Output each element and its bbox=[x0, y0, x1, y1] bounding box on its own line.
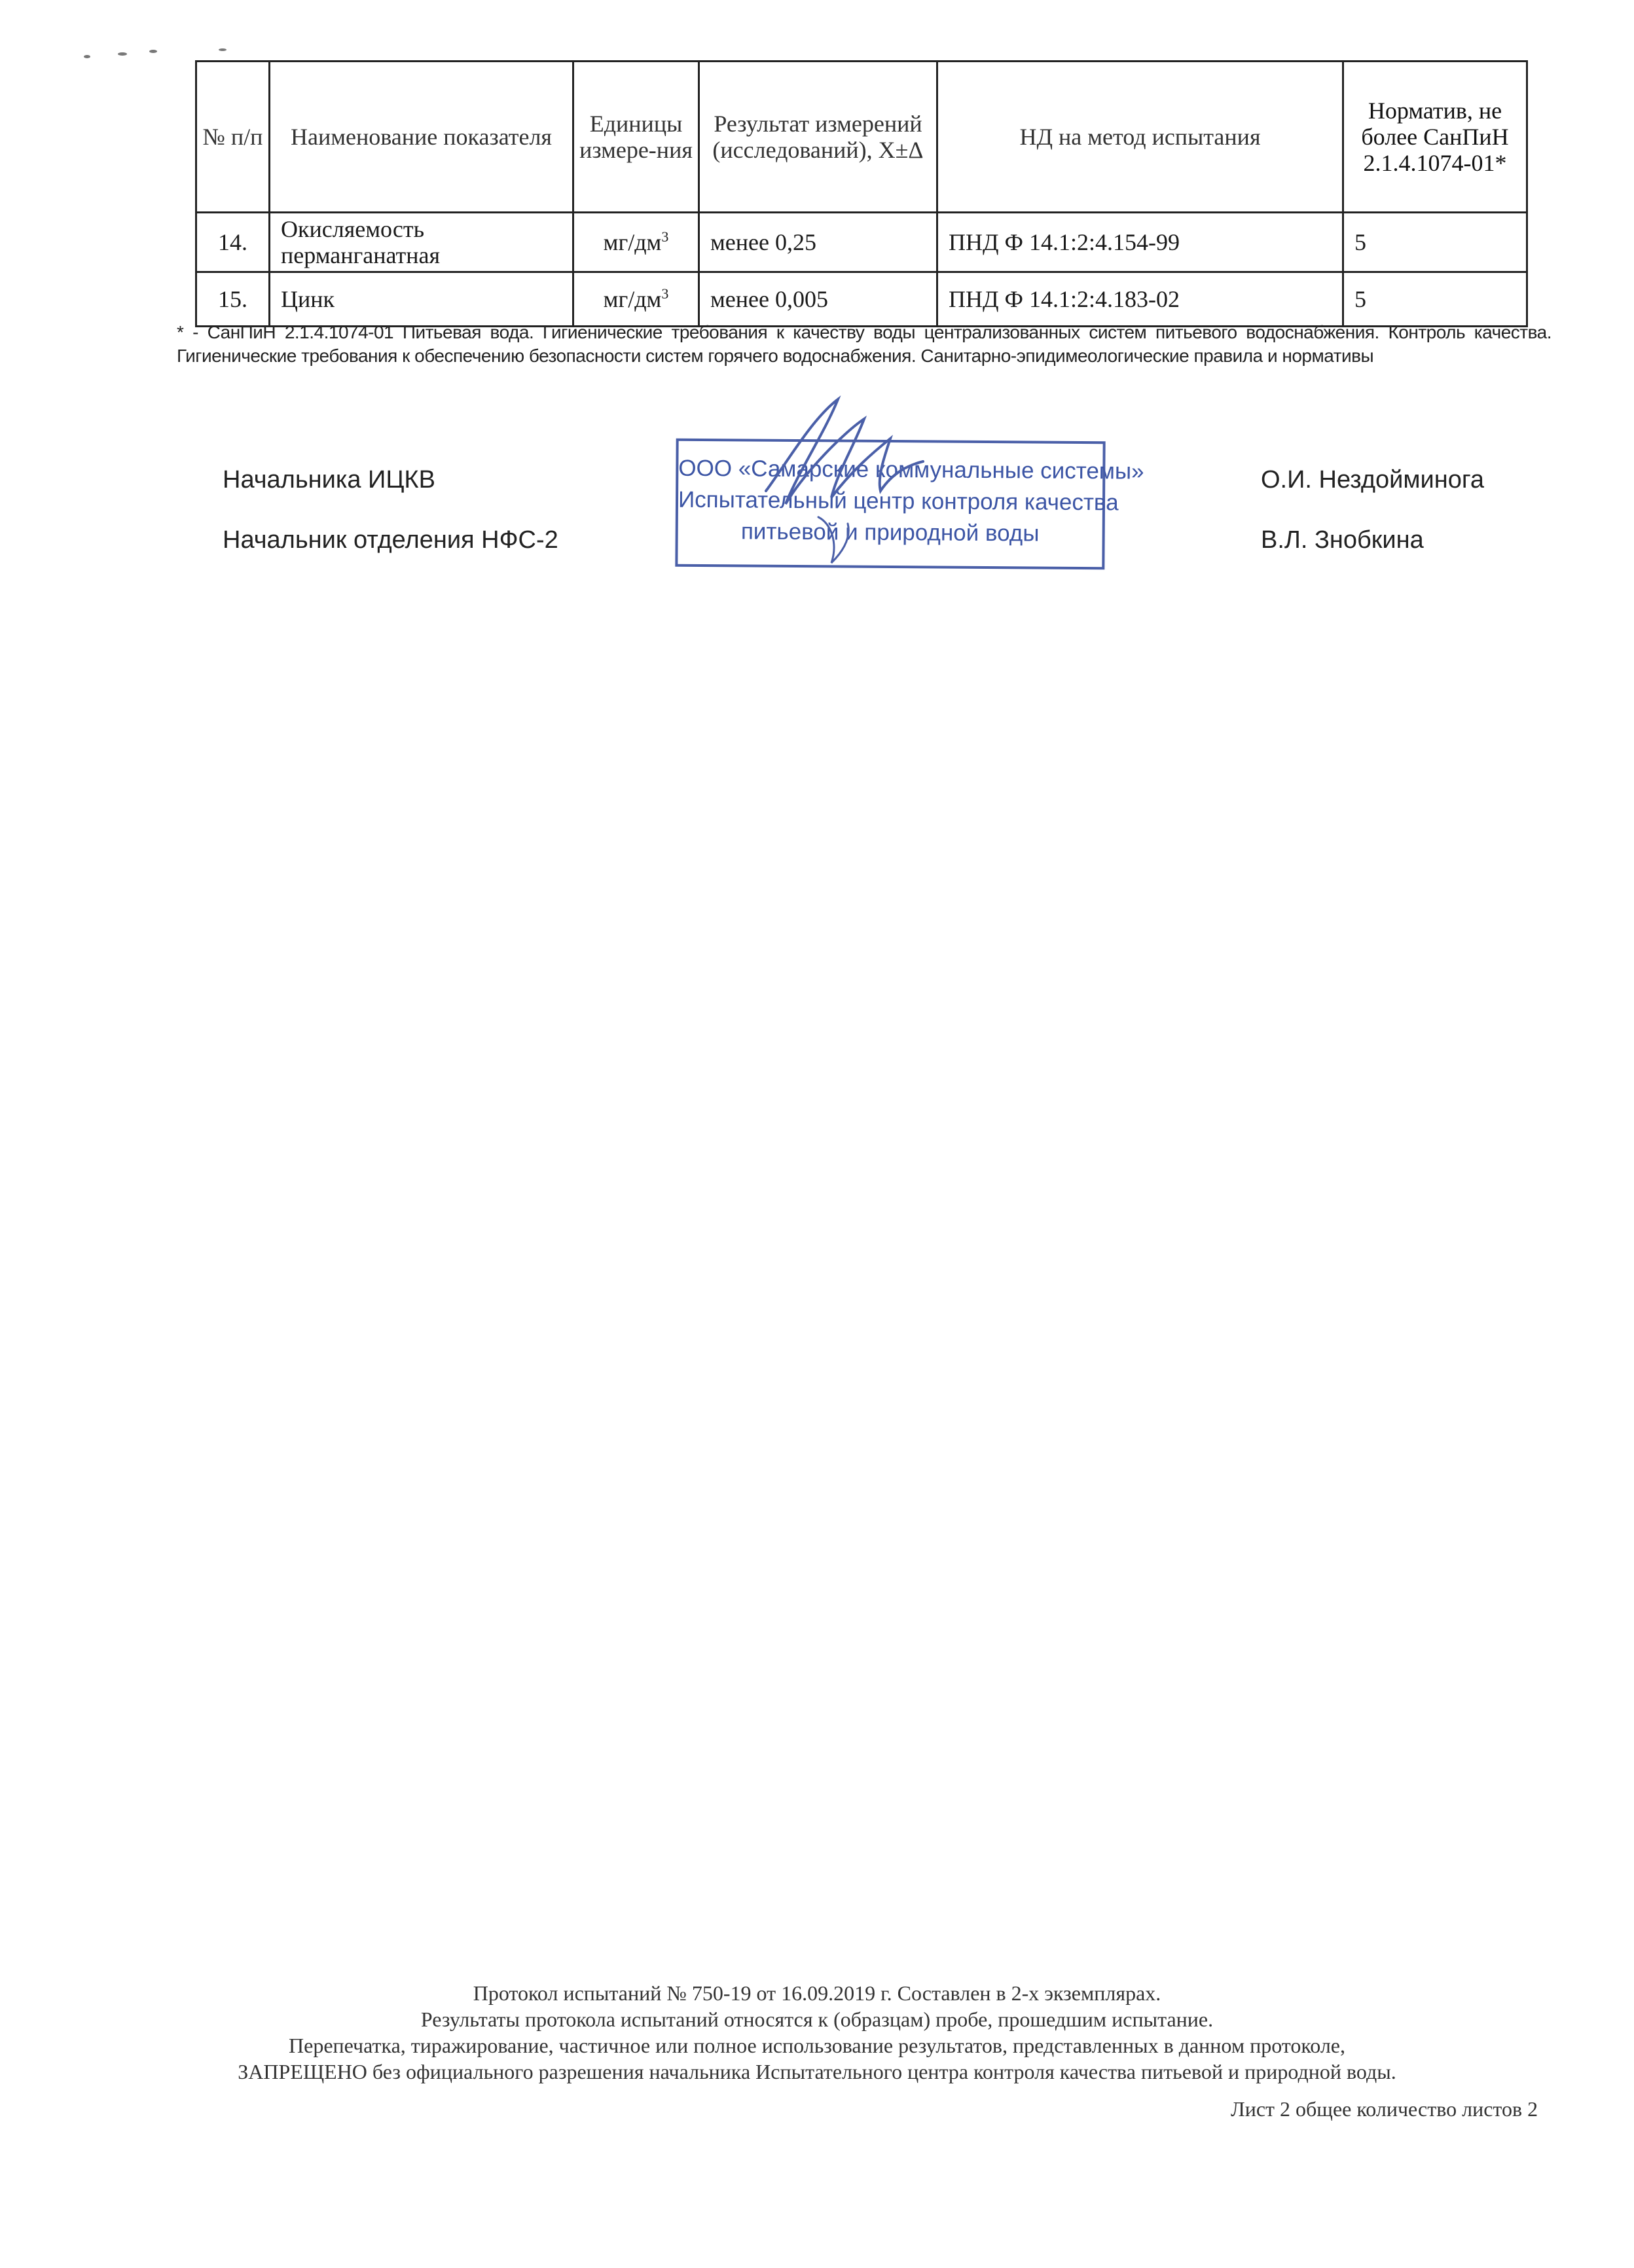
row-name: Окисляемость перманганатная bbox=[270, 213, 573, 272]
row-method: ПНД Ф 14.1:2:4.183-02 bbox=[937, 272, 1343, 327]
footer-line-4: ЗАПРЕЩЕНО без официального разрешения начальника Испытательного центра контроля качества питьевой и природной воды. bbox=[238, 2060, 1396, 2083]
stamp-line-2: Испытательный центр контроля качества bbox=[678, 486, 1119, 516]
header-result: Результат измерений (исследований), X±Δ bbox=[699, 62, 937, 213]
row-method: ПНД Ф 14.1:2:4.154-99 bbox=[937, 213, 1343, 272]
row-name: Цинк bbox=[270, 272, 573, 327]
row-number: 14. bbox=[196, 213, 270, 272]
footer-line-1: Протокол испытаний № 750-19 от 16.09.2019 г. Составлен в 2-х экземплярах. bbox=[473, 1981, 1161, 2005]
header-name: Наименование показателя bbox=[270, 62, 573, 213]
header-number: № п/п bbox=[196, 62, 270, 213]
table-row bbox=[196, 213, 1527, 272]
signatory-title-1: Начальника ИЦКВ bbox=[223, 466, 435, 494]
row-result: менее 0,25 bbox=[699, 213, 937, 272]
table-row bbox=[196, 272, 1527, 327]
scan-speck bbox=[219, 48, 227, 51]
scan-speck bbox=[118, 52, 127, 56]
table-header-row bbox=[196, 62, 1527, 213]
sheet-counter: Лист 2 общее количество листов 2 bbox=[1231, 2097, 1538, 2121]
footnote bbox=[177, 321, 1552, 368]
row-unit: $мг/дм^3$ bbox=[573, 272, 699, 327]
scan-speck bbox=[149, 50, 157, 53]
stamp-line-1: ООО «Самарские коммунальные системы» bbox=[678, 455, 1144, 484]
stamp-line-3: питьевой и природной воды bbox=[740, 518, 1040, 547]
header-unit: Единицы измере-ния bbox=[573, 62, 699, 213]
scan-speck bbox=[84, 55, 90, 58]
row-result: менее 0,005 bbox=[699, 272, 937, 327]
row-number: 15. bbox=[196, 272, 270, 327]
header-method: НД на метод испытания bbox=[937, 62, 1343, 213]
footnote-line-1: * - СанПиН 2.1.4.1074-01 Питьевая вода. Гигиенические требования к качеству воды централизованных систем питьевого водоснабжения. Контроль качества. bbox=[177, 322, 1552, 342]
signatory-title-2: Начальник отделения НФС-2 bbox=[223, 526, 558, 554]
footnote-line-2: Гигиенические требования к обеспечению безопасности систем горячего водоснабжения. Санитарно-эпидимеологические правила и нормативы bbox=[177, 346, 1374, 366]
handwritten-signature bbox=[740, 393, 936, 583]
signatory-name-1: О.И. Нездойминога bbox=[1261, 466, 1485, 494]
footer-line-2: Результаты протокола испытаний относятся к (образцам) пробе, прошедшим испытание. bbox=[420, 2007, 1214, 2031]
results-table bbox=[195, 60, 1528, 327]
header-norm: Норматив, не более СанПиН 2.1.4.1074-01* bbox=[1343, 62, 1527, 213]
signatory-name-2: В.Л. Знобкина bbox=[1261, 526, 1424, 554]
row-norm: 5 bbox=[1343, 272, 1527, 327]
row-unit: $мг/дм^3$ bbox=[573, 213, 699, 272]
footer-line-3: Перепечатка, тиражирование, частичное или полное использование результатов, представленных в данном протоколе, bbox=[289, 2034, 1345, 2057]
row-norm: 5 bbox=[1343, 213, 1527, 272]
